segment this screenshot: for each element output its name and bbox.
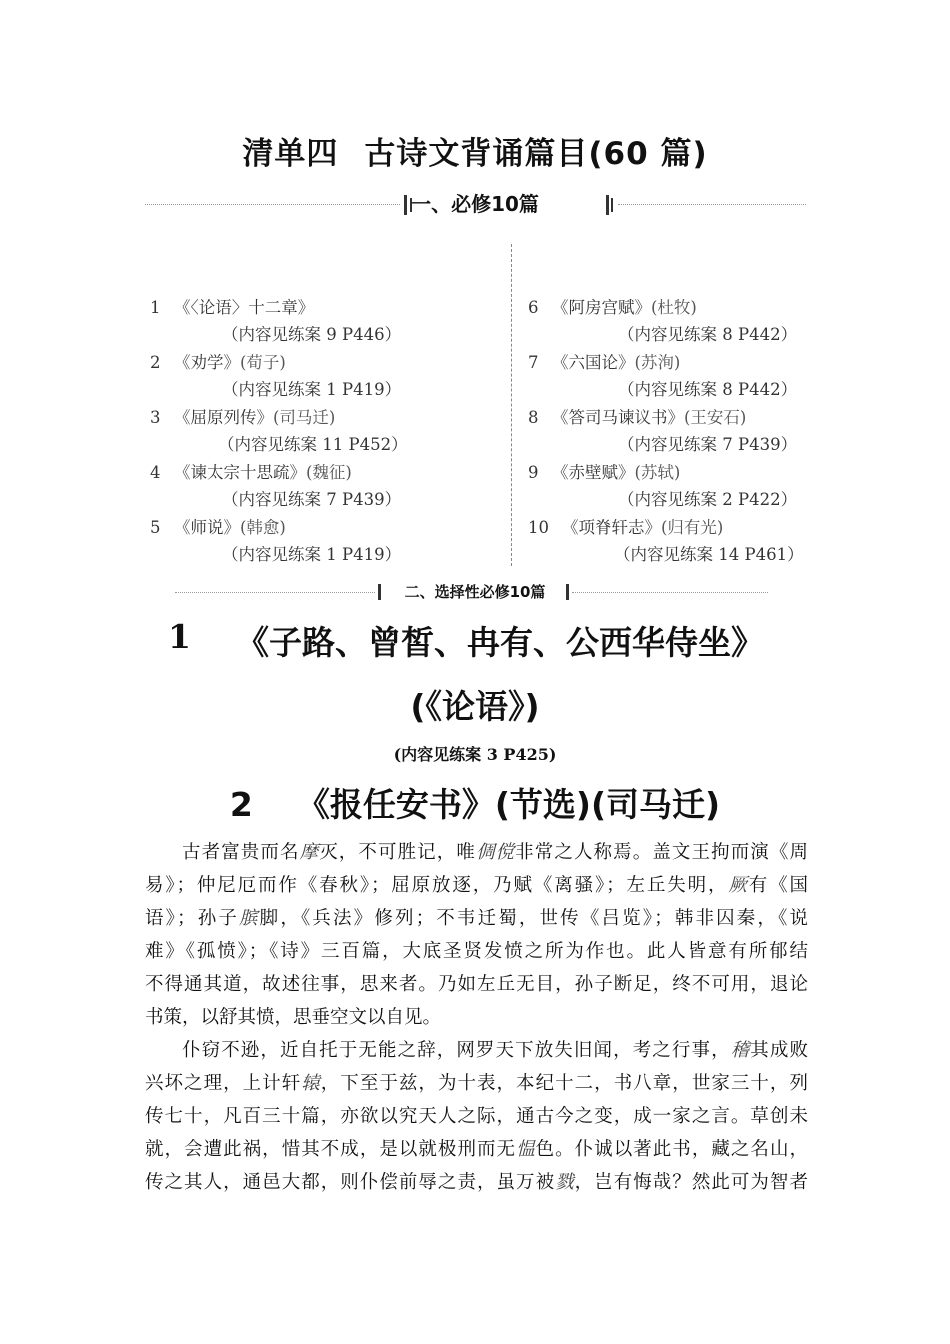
- entry-title: 《〈论语〉十二章》: [174, 298, 315, 317]
- entry-number: 1: [150, 298, 161, 317]
- list-item: [528, 353, 798, 399]
- page-title-part1: 清单四: [242, 136, 339, 172]
- entry-number: 6: [528, 298, 539, 317]
- list-item: [150, 298, 402, 344]
- entry-title: 《劝学》: [174, 353, 240, 372]
- item2-heading: [0, 779, 950, 826]
- entry-ref: （内容见练案 8 P442）: [618, 380, 798, 399]
- item2-number: 2: [229, 785, 253, 824]
- entry-title: 《阿房宫赋》: [552, 298, 651, 317]
- entry-ref: （内容见练案 11 P452）: [218, 435, 408, 454]
- text-segment: 灭，不可胜记，唯: [319, 842, 476, 863]
- text-line: [145, 1001, 808, 1034]
- text-line: [145, 1067, 808, 1100]
- text-segment: 兴坏之理，上计轩: [145, 1073, 302, 1094]
- entry-title: 《师说》: [174, 518, 240, 537]
- section2-header: [0, 580, 950, 604]
- divider-bar: [611, 198, 613, 212]
- section1-label: 一、必修10篇: [411, 192, 539, 216]
- list-item: [150, 518, 402, 564]
- entry-author: (魏征): [306, 463, 352, 482]
- item1-ref: (内容见练案 3 P425): [393, 745, 557, 764]
- list-item: [150, 408, 408, 454]
- entry-title: 《答司马谏议书》: [552, 408, 684, 427]
- text-segment: 传之其人，通邑大都，则仆偿前辱之责，虽万被: [145, 1172, 556, 1193]
- rare-character: 愠: [516, 1139, 536, 1160]
- entry-ref: （内容见练案 1 P419）: [222, 380, 402, 399]
- item2-title: 《报任安书》(节选)(司马迁): [296, 785, 721, 824]
- text-line: [145, 836, 808, 869]
- rare-character: 倜傥: [475, 842, 516, 863]
- text-segment: 古者富贵而名: [182, 842, 300, 863]
- text-segment: 非常之人称焉。盖文王拘而演《周: [515, 842, 808, 863]
- text-segment: 有《国: [748, 875, 808, 896]
- entry-number: 10: [528, 518, 549, 537]
- paragraph-2: [145, 1034, 808, 1199]
- rare-character: 厥: [728, 875, 749, 896]
- entry-title: 《项脊轩志》: [562, 518, 661, 537]
- entry-author: (司马迁): [273, 408, 336, 427]
- text-segment: 其成败: [750, 1040, 808, 1061]
- entry-author: (荀子): [240, 353, 286, 372]
- text-segment: 就，会遭此祸，惜其不成，是以就极刑而无: [145, 1139, 517, 1160]
- text-line: [145, 1133, 808, 1166]
- list-item: [150, 463, 402, 509]
- text-line: [145, 1034, 808, 1067]
- item1-source: (《论语》): [410, 687, 540, 726]
- entry-ref: （内容见练案 1 P419）: [222, 545, 402, 564]
- entry-author: (王安石): [684, 408, 747, 427]
- page-title: [0, 128, 950, 173]
- list-item: [150, 353, 402, 399]
- entry-author: (苏洵): [634, 353, 681, 372]
- text-segment: 仆窃不逊，近自托于无能之辞，网罗天下放失旧闻，考之行事，: [182, 1040, 731, 1061]
- text-segment: 语》；孙子: [145, 908, 240, 929]
- list-item: [528, 408, 798, 454]
- entry-number: 8: [528, 408, 539, 427]
- entry-number: 3: [150, 408, 161, 427]
- text-segment: 不得通其道，故述往事，思来者。乃如左丘无目，孙子断足，终不可用，退论: [145, 974, 808, 995]
- text-segment: ，下至于兹，为十表，本纪十二，书八章，世家三十，列: [320, 1073, 808, 1094]
- entry-title: 《屈原列传》: [174, 408, 273, 427]
- divider-bar: [606, 195, 609, 215]
- text-line: [145, 935, 808, 968]
- entry-number: 4: [150, 463, 161, 482]
- column-divider: [511, 244, 512, 566]
- entry-ref: （内容见练案 7 P439）: [618, 435, 798, 454]
- text-segment: 色。仆诚以著此书，藏之名山，: [535, 1139, 808, 1160]
- list-item: [528, 518, 804, 564]
- section1-header: [0, 189, 950, 219]
- text-segment: 难》《孤愤》；《诗》三百篇，大底圣贤发愤之所为作也。此人皆意有所郁结: [145, 941, 808, 962]
- text-segment: 书策，以舒其愤，思垂空文以自见。: [145, 1007, 442, 1028]
- text-line: [145, 1166, 808, 1199]
- entry-title: 《赤壁赋》: [552, 463, 635, 482]
- entry-ref: （内容见练案 7 P439）: [222, 490, 402, 509]
- text-line: [145, 968, 808, 1001]
- entry-author: (苏轼): [634, 463, 681, 482]
- rare-character: 摩: [299, 842, 320, 863]
- entry-ref: （内容见练案 2 P422）: [618, 490, 798, 509]
- entry-number: 7: [528, 353, 539, 372]
- paragraph-1: [145, 836, 808, 1034]
- list-item: [528, 298, 798, 344]
- entry-author: (杜牧): [651, 298, 697, 317]
- entry-author: (归有光): [661, 518, 724, 537]
- entry-title: 《六国论》: [552, 353, 635, 372]
- text-segment: 传七十，凡百三十篇，亦欲以究天人之际，通古今之变，成一家之言。草创未: [145, 1106, 808, 1127]
- rare-character: 戮: [555, 1172, 575, 1193]
- entry-number: 2: [150, 353, 161, 372]
- entry-title: 《谏太宗十思疏》: [174, 463, 306, 482]
- text-segment: 易》；仲尼厄而作《春秋》；屈原放逐，乃赋《离骚》；左丘失明，: [145, 875, 729, 896]
- rare-character: 辕: [301, 1073, 321, 1094]
- rare-character: 膑: [239, 908, 260, 929]
- entry-number: 5: [150, 518, 161, 537]
- item1-title: 《子路、曾皙、冉有、公西华侍坐》: [236, 623, 764, 662]
- list-item: [528, 463, 798, 509]
- text-line: [145, 1100, 808, 1133]
- text-line: [145, 902, 808, 935]
- text-segment: 脚，《兵法》修列；不韦迁蜀，世传《吕览》；韩非囚秦，《说: [259, 908, 808, 929]
- text-segment: ，岂有悔哉？然此可为智者: [574, 1172, 808, 1193]
- divider-dots-right: [572, 592, 768, 593]
- entry-number: 9: [528, 463, 539, 482]
- section2-label: 二、选择性必修10篇: [404, 583, 546, 601]
- entry-ref: （内容见练案 14 P461）: [614, 545, 804, 564]
- text-line: [145, 869, 808, 902]
- entry-ref: （内容见练案 8 P442）: [618, 325, 798, 344]
- entry-author: (韩愈): [240, 518, 286, 537]
- page-title-part2: 古诗文背诵篇目(60 篇): [364, 136, 708, 172]
- item1-number: 1: [168, 617, 191, 656]
- divider-dots-right: [618, 204, 806, 205]
- divider-bar: [566, 584, 569, 600]
- rare-character: 稽: [730, 1040, 751, 1061]
- entry-ref: （内容见练案 9 P446）: [222, 325, 402, 344]
